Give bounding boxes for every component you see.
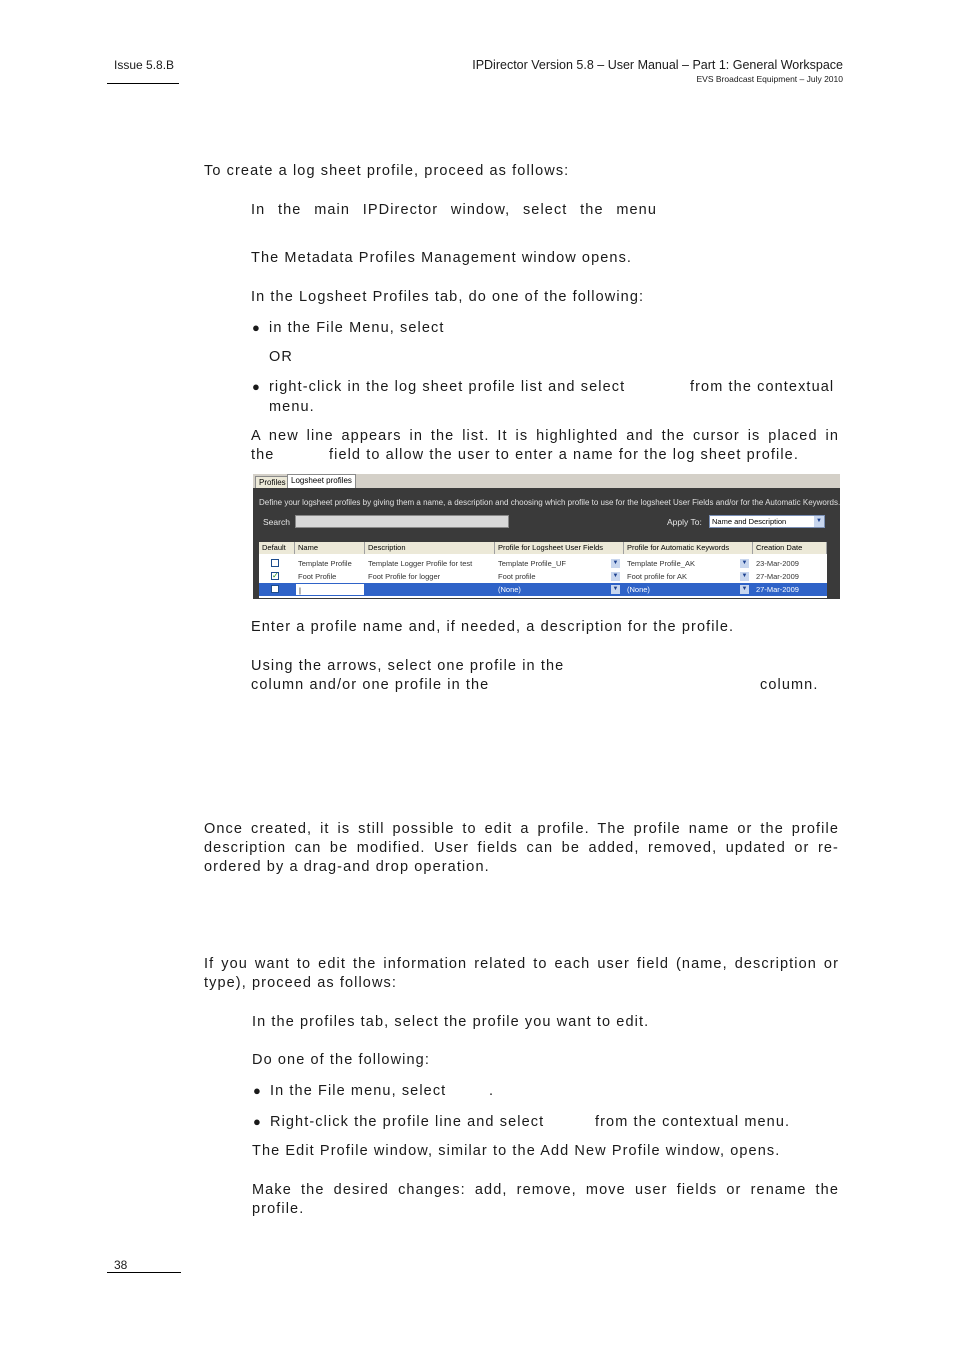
- bullet-icon: ●: [252, 320, 260, 335]
- auto-keywords-cell: Foot profile for AK: [627, 572, 688, 581]
- bullet2-text-a: right-click in the log sheet profile list and select: [269, 379, 626, 395]
- table-row[interactable]: [259, 570, 827, 583]
- step4-text-2a: column and/or one profile in the: [251, 677, 490, 693]
- bullet-icon: ●: [253, 1114, 261, 1129]
- chevron-down-icon[interactable]: ▼: [612, 560, 619, 566]
- column-header[interactable]: Profile for Logsheet User Fields: [495, 542, 624, 554]
- description-cell: [365, 583, 495, 596]
- step4-text-2b: column.: [760, 677, 819, 693]
- newline-text-1: A new line appears in the list. It is highlighted and the cursor is placed in: [251, 428, 839, 444]
- default-checkbox[interactable]: [271, 559, 279, 567]
- user-fields-cell: Template Profile_UF: [498, 559, 566, 568]
- step2-text: In the Logsheet Profiles tab, do one of the following:: [251, 289, 645, 305]
- tab-profiles[interactable]: Profiles: [255, 476, 290, 488]
- column-header[interactable]: Profile for Automatic Keywords: [624, 542, 753, 554]
- newline-text-2a: the: [251, 447, 275, 463]
- name-cell: Foot Profile: [298, 572, 337, 581]
- default-checkbox[interactable]: [271, 585, 279, 593]
- column-header[interactable]: Default: [259, 542, 295, 554]
- name-input[interactable]: |: [295, 583, 365, 596]
- apply-to-value: Name and Description: [712, 517, 787, 526]
- intro-text: To create a log sheet profile, proceed as follows:: [204, 163, 570, 179]
- column-header[interactable]: Description: [365, 542, 495, 554]
- document-title: IPDirector Version 5.8 – User Manual – Part 1: General Workspace: [472, 58, 843, 72]
- bullet1-text: in the File Menu, select: [269, 320, 445, 336]
- apply-to-label: Apply To:: [667, 517, 702, 527]
- bullet2-text-b: from the contextual: [690, 379, 835, 395]
- footer-rule: [107, 1272, 181, 1273]
- search-input[interactable]: [295, 515, 509, 528]
- tab-logsheet-profiles[interactable]: Logsheet profiles: [287, 474, 356, 488]
- date-cell: 23-Mar-2009: [756, 559, 799, 568]
- issue-label: Issue 5.8.B: [114, 58, 175, 72]
- edit-step1-text: In the profiles tab, select the profile you want to edit.: [252, 1014, 650, 1030]
- edit-para1-line1: Once created, it is still possible to edit a profile. The profile name or the profile: [204, 821, 839, 837]
- edit-bullet2-b: from the contextual menu.: [595, 1114, 791, 1130]
- edit-para2-line1: If you want to edit the information related to each user field (name, description or: [204, 956, 839, 972]
- edit-step2-text: Do one of the following:: [252, 1052, 430, 1068]
- edit-bullet1-b: .: [489, 1083, 495, 1099]
- edit-bullet1-a: In the File menu, select: [270, 1083, 447, 1099]
- bullet2-text-c: menu.: [269, 399, 315, 415]
- chevron-down-icon[interactable]: ▼: [612, 586, 619, 592]
- step1-result: The Metadata Profiles Management window opens.: [251, 250, 633, 266]
- date-cell: 27-Mar-2009: [756, 585, 799, 594]
- table-row-selected[interactable]: [259, 583, 827, 596]
- step4-text-1: Using the arrows, select one profile in the: [251, 658, 565, 674]
- auto-keywords-cell: Template Profile_AK: [627, 559, 695, 568]
- step3-text: Enter a profile name and, if needed, a description for the profile.: [251, 619, 735, 635]
- edit-bullet2-a: Right-click the profile line and select: [270, 1114, 545, 1130]
- edit-step3-line1: Make the desired changes: add, remove, move user fields or rename the: [252, 1182, 839, 1198]
- edit-para2-line2: type), proceed as follows:: [204, 975, 398, 991]
- name-cell: Template Profile: [298, 559, 352, 568]
- chevron-down-icon[interactable]: ▼: [741, 586, 748, 592]
- user-fields-cell: Foot profile: [498, 572, 536, 581]
- default-checkbox[interactable]: ✓: [272, 571, 279, 580]
- date-cell: 27-Mar-2009: [756, 572, 799, 581]
- column-header[interactable]: Creation Date: [753, 542, 827, 554]
- document-subtitle: EVS Broadcast Equipment – July 2010: [696, 74, 843, 84]
- header-rule: [107, 83, 179, 84]
- bullet-icon: ●: [252, 379, 260, 394]
- bullet-icon: ●: [253, 1083, 261, 1098]
- user-fields-cell: (None): [498, 585, 521, 594]
- edit-para1-line3: ordered by a drag-and drop operation.: [204, 859, 490, 875]
- panel-description: Define your logsheet profiles by giving them a name, a description and choosing which profile to use for the logsheet User Fields and/or for the Automatic Keywords.: [259, 498, 840, 507]
- apply-to-select[interactable]: [709, 515, 825, 528]
- page-number: 38: [114, 1258, 128, 1272]
- column-header[interactable]: Name: [295, 542, 365, 554]
- edit-step3-line2: profile.: [252, 1201, 305, 1217]
- chevron-down-icon[interactable]: ▼: [741, 560, 748, 566]
- edit-para1-line2: description can be modified. User fields can be added, removed, updated or re-: [204, 840, 839, 856]
- logsheet-profiles-screenshot: [253, 474, 840, 599]
- chevron-down-icon[interactable]: ▼: [741, 573, 748, 579]
- step1-text: In the main IPDirector window, select the menu: [251, 202, 657, 218]
- auto-keywords-cell: (None): [627, 585, 650, 594]
- newline-text-2b: field to allow the user to enter a name for the log sheet profile.: [329, 447, 799, 463]
- tab-bar: [253, 474, 840, 488]
- profiles-table: [259, 542, 827, 598]
- table-row[interactable]: [259, 557, 827, 570]
- search-label: Search: [263, 517, 290, 527]
- chevron-down-icon[interactable]: ▼: [814, 516, 824, 527]
- description-cell: Foot Profile for logger: [368, 572, 441, 581]
- edit-result-text: The Edit Profile window, similar to the Add New Profile window, opens.: [252, 1143, 781, 1159]
- description-cell: Template Logger Profile for test: [368, 559, 473, 568]
- chevron-down-icon[interactable]: ▼: [612, 573, 619, 579]
- or-text: OR: [269, 349, 293, 365]
